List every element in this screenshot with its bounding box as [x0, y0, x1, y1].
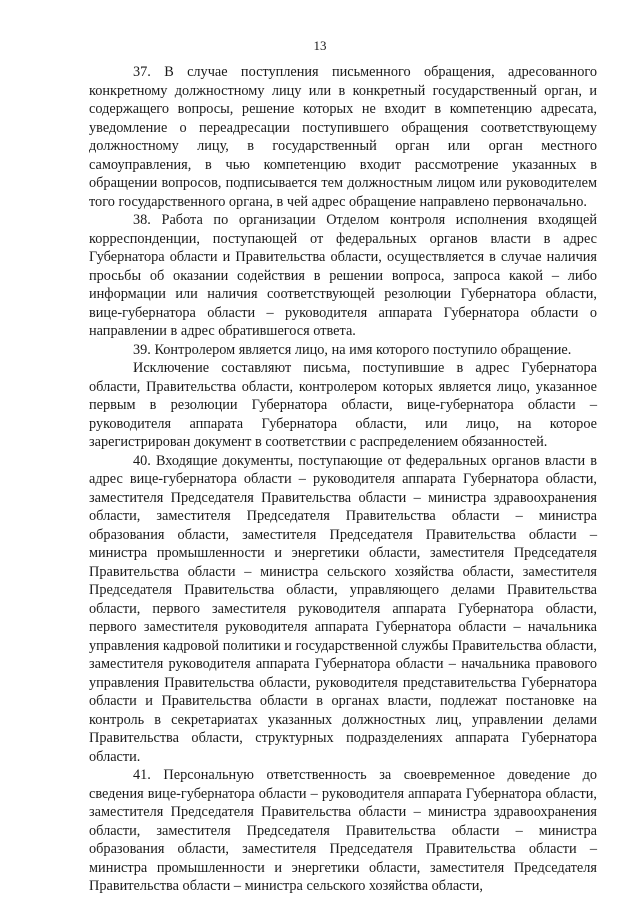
- paragraph-41: 41. Персональную ответственность за своевременное доведение до сведения вице-губернатора области – руководителя аппарата Губернатора области, заместителя Председателя Правительства области – министра здравоохранения области, заместителя Председателя Правительства области – министра образования области, заместителя Председателя Правительства области – министра промышленности и энергетики области, заместителя Председателя Правительства области – министра сельского хозяйства области,: [89, 767, 597, 894]
- page-number: 13: [313, 38, 327, 53]
- paragraph-40: 40. Входящие документы, поступающие от федеральных органов власти в адрес вице-губернатора области – руководителя аппарата Губернатора области, заместителя Председателя Правительства области – министра здравоохранения области, заместителя Председателя Правительства области – министра образования области, заместителя Председателя Правительства области – министра промышленности и энергетики области, заместителя Председателя Правительства области – министра сельского хозяйства области, заместителя Председателя Правительства области, управляющего делами Правительства области, первого заместителя руководителя аппарата Губернатора области, первого заместителя руководителя аппарата Губернатора области – начальника управления кадровой политики и государственной службы Правительства области, заместителя руководителя аппарата Губернатора области – начальника правового управления Правительства области, руководителя представительства Губернатора области и Правительства области в органах власти, подлежат постановке на контроль в секретариатах указанных должностных лиц, управлении делами Правительства области, структурных подразделениях аппарата Губернатора области.: [89, 452, 597, 765]
- paragraph-38: 38. Работа по организации Отделом контроля исполнения входящей корреспонденции, поступающей от федеральных органов власти в адрес Губернатора области и Правительства области, осуществляется в случае наличия просьбы об оказании содействия в решении вопроса, запроса какой – либо информации или наличия соответствующей резолюции Губернатора области, вице-губернатора области – руководителя аппарата Губернатора области о направлении в адрес обратившегося ответа.: [89, 212, 597, 339]
- document-body: [89, 63, 597, 896]
- paragraph-39-exception: Исключение составляют письма, поступившие в адрес Губернатора области, Правительства области, контролером которых является лицо, указанное первым в резолюции Губернатора области, вице-губернатора области – руководителя аппарата Губернатора области, или лицо, на которое зарегистрирован документ в соответствии с распределением обязанностей.: [89, 360, 597, 450]
- paragraph-37: 37. В случае поступления письменного обращения, адресованного конкретному должностному лицу или в конкретный государственный орган, и содержащего вопросы, решение которых не входит в компетенцию адресата, уведомление о переадресации поступившего обращения соответствующему должностному лицу, в государственный орган или орган местного самоуправления, в чью компетенцию входит рассмотрение указанных в обращении вопросов, подписывается тем должностным лицом или руководителем того государственного органа, в чей адрес обращение направлено первоначально.: [89, 64, 597, 210]
- paragraph-39: 39. Контролером является лицо, на имя которого поступило обращение.: [133, 341, 572, 358]
